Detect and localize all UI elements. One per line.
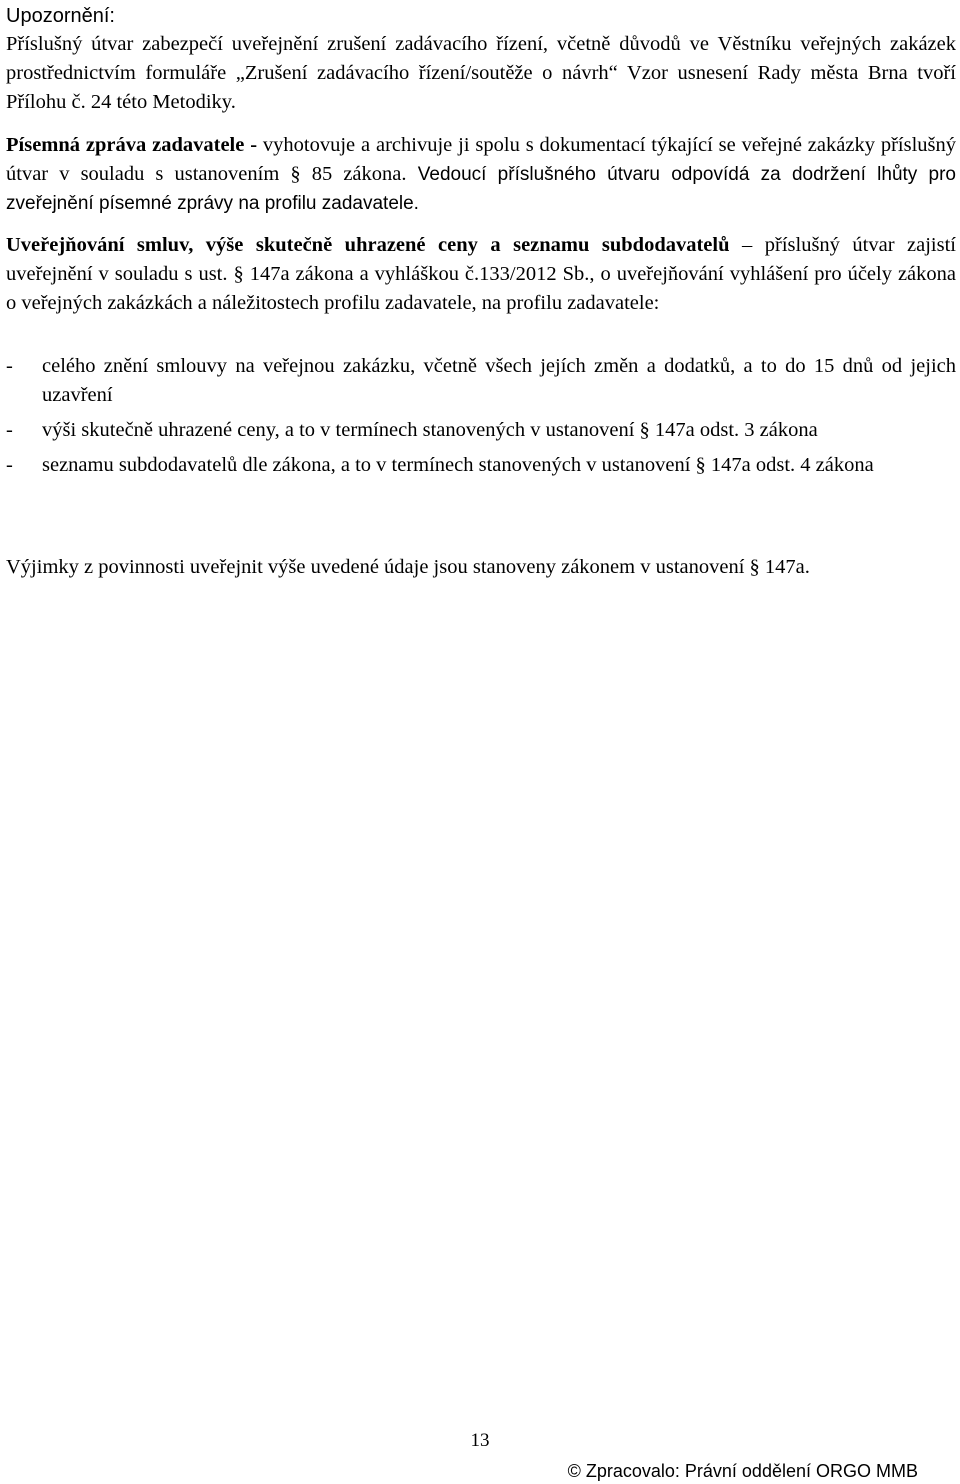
list-item-text: seznamu subdodavatelů dle zákona, a to v termínech stanovených v ustanovení § 147a odst. 4 zákona	[42, 454, 874, 476]
publication-sb: Sb.	[562, 263, 590, 285]
notice-title	[6, 4, 115, 28]
written-report-text: vyhotovuje a archivuje ji spolu s dokumentací týkající se veřejné zakázky příslušný útvar v souladu s ustanovením § 85 zákona.	[6, 134, 956, 185]
notice-title-colon: :	[109, 5, 115, 27]
list-item-text: výši skutečně uhrazené ceny, a to v termínech stanovených v ustanovení § 147a odst. 3 zákona	[42, 419, 818, 441]
list-dash: -	[6, 454, 13, 476]
publication-text-b: , o uveřejňování vyhlášení pro účely zákona o veřejných zakázkách a náležitostech profilu zadavatele, na profilu zadavatele:	[6, 263, 956, 314]
publication-heading: Uveřejňování smluv, výše skutečně uhrazené ceny a seznamu subdodavatelů	[6, 234, 730, 256]
list-item	[6, 352, 956, 410]
notice-paragraph: Příslušný útvar zabezpečí uveřejnění zrušení zadávacího řízení, včetně důvodů ve Věstníku veřejných zakázek prostřednictvím formuláře „Zrušení zadávacího řízení/soutěže o návrh“ Vzor usnesení Rady města Brna tvoří Přílohu č. 24 této Metodiky.	[6, 33, 956, 113]
page-number: 13	[470, 1430, 490, 1451]
publication-list	[6, 352, 956, 486]
publication-text-a: – příslušný útvar zajistí uveřejnění v souladu s ust. § 147a zákona a vyhláškou č.133/2012	[6, 234, 956, 285]
written-report-paragraph	[6, 131, 956, 218]
list-item	[6, 416, 956, 445]
list-dash: -	[6, 355, 13, 377]
list-dash: -	[6, 419, 13, 441]
notice-title-text: Upozornění	[6, 5, 110, 27]
list-item	[6, 451, 956, 480]
footer-credit: © Zpracovalo: Právní oddělení ORGO MMB	[567, 1461, 918, 1481]
list-item-text: celého znění smlouvy na veřejnou zakázku, včetně všech jejích změn a dodatků, a to do 15 dnů od jejich uzavření	[42, 355, 956, 406]
written-report-deadline-text: Vedoucí příslušného útvaru odpovídá za dodržení lhůty pro zveřejnění písemné zprávy na profilu zadavatele.	[6, 164, 957, 214]
exceptions-paragraph: Výjimky z povinnosti uveřejnit výše uvedené údaje jsou stanoveny zákonem v ustanovení § 147a.	[6, 556, 810, 578]
publication-paragraph	[6, 231, 956, 318]
written-report-heading: Písemná zpráva zadavatele -	[6, 134, 258, 156]
